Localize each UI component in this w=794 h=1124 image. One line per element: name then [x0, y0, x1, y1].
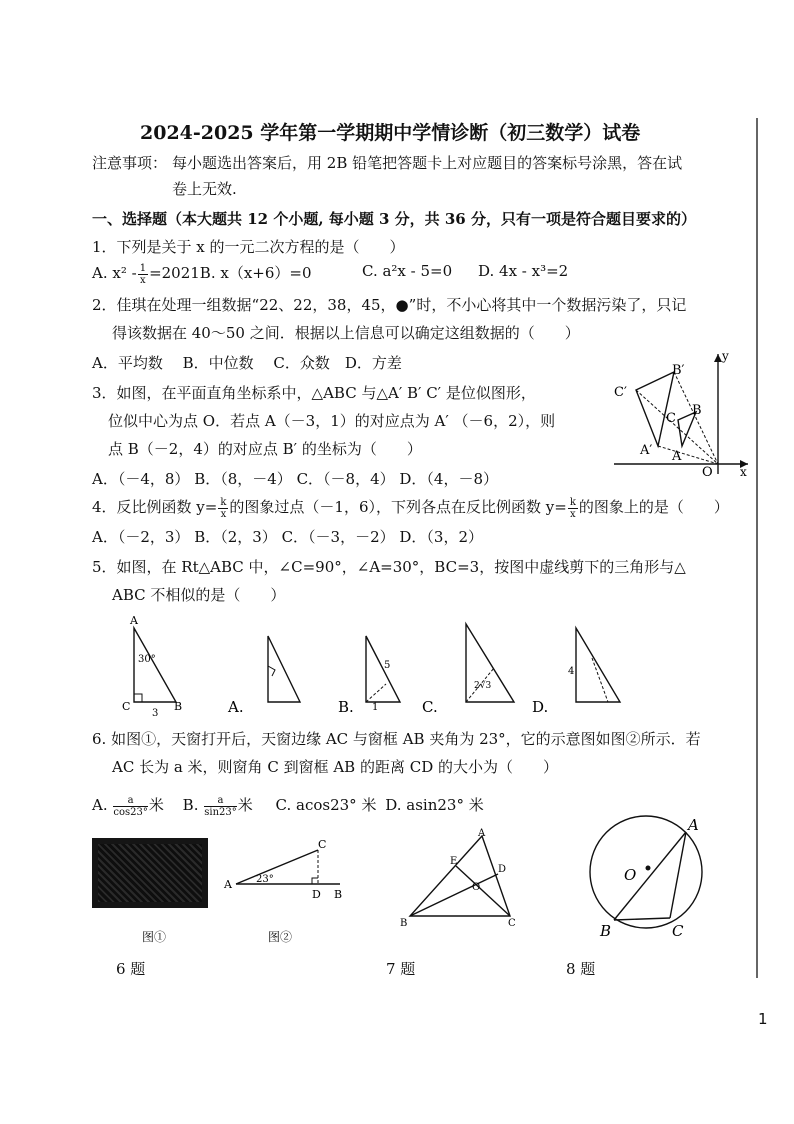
q6-option-b-label: B.	[182, 796, 199, 814]
fig8-label-b: B	[600, 922, 612, 940]
figure-8-diagram	[580, 812, 720, 942]
q6-option-d: D. asin23° 米	[385, 796, 484, 814]
question-1-option-c: C. a²x - 5=0	[362, 262, 453, 280]
triangle-prime	[636, 372, 674, 446]
fig7-label-e: E	[450, 856, 458, 867]
label-a-prime: A′	[640, 443, 653, 458]
fig8-label-c: C	[672, 922, 684, 940]
figure-1-caption: 图①	[142, 930, 167, 944]
fig8-label-a: A	[688, 816, 699, 834]
notice-line-1: 每小题选出答案后，用 2B 铅笔把答题卡上对应题目的答案标号涂黑，答在试	[172, 154, 683, 172]
q4-frac2-den: x	[570, 508, 576, 520]
margin-rule	[756, 118, 758, 978]
label-b-prime: B′	[672, 363, 685, 378]
q5-label-bc: 3	[152, 708, 159, 719]
label-a: A	[672, 449, 682, 464]
page-title: 2024-2025 学年第一学期期中学情诊断（初三数学）试卷	[140, 122, 641, 144]
fig7-label-o: O	[472, 882, 481, 893]
q4-frac1-den: x	[220, 508, 227, 520]
figure-label-8: 8 题	[566, 960, 596, 978]
q6-option-b-fraction	[204, 795, 237, 818]
q4-post: 的图象上的是（ ）	[578, 498, 729, 516]
label-b: B	[692, 403, 702, 418]
q5-main-triangle	[134, 628, 176, 702]
question-1-option-ab	[92, 262, 312, 286]
question-2-line-1: 2．佳琪在处理一组数据“22、22，38，45，●”时，不小心将其中一个数据污染了，只记	[92, 296, 687, 314]
figure-2-caption: 图②	[268, 930, 293, 944]
figure-2-diagram	[222, 836, 354, 902]
question-4-stem	[92, 496, 729, 520]
figure-7-diagram	[394, 828, 526, 930]
q6-a-unit: 米	[148, 796, 164, 814]
fig8-label-o: O	[624, 866, 637, 884]
q5-option-a-label: A.	[228, 698, 244, 716]
q1-option-a-pre: A. x² -	[92, 264, 137, 282]
skylight-photo	[92, 838, 208, 908]
q5-option-c-label: C.	[422, 698, 438, 716]
question-5-line-2: ABC 不相似的是（ ）	[112, 586, 286, 604]
q4-frac2-num: k	[569, 496, 576, 508]
q5-label-angle: 30°	[138, 654, 156, 665]
q5-label-a: A	[130, 614, 138, 627]
q5-label-b: B	[174, 700, 183, 713]
q5-label-4: 4	[568, 666, 575, 677]
q5-label-2r3: 2√3	[474, 681, 492, 691]
fig7-label-b: B	[400, 918, 408, 929]
fig2-label-angle: 23°	[256, 874, 274, 885]
figure-label-7: 7 题	[386, 960, 416, 978]
figure-label-6: 6 题	[116, 960, 146, 978]
q1-fraction	[138, 263, 148, 286]
question-6-options	[92, 794, 484, 818]
fig7-label-d: D	[498, 864, 507, 875]
q5-option-b-triangle	[366, 636, 400, 702]
fig7-label-c: C	[508, 918, 516, 929]
q5-option-d-label: D.	[532, 698, 549, 716]
q6-option-c: C. acos23° 米	[275, 796, 377, 814]
question-5-figures	[110, 610, 650, 720]
q5-label-c: C	[122, 700, 131, 713]
question-4-options: A．（－2，3） B．（2，3） C．（－3，－2） D．（3，2）	[92, 528, 484, 546]
question-6-line-1: 6. 如图①，天窗打开后，天窗边缘 AC 与窗框 AB 夹角为 23°，它的示意图如图②所示．若	[92, 730, 701, 748]
q6-b-den: sin23°	[204, 806, 237, 818]
q4-fraction-1	[218, 497, 228, 520]
q5-label-5: 5	[384, 660, 391, 671]
q1-frac-num: 1	[139, 262, 147, 274]
q1-frac-den: x	[140, 274, 146, 286]
q5-label-1: 1	[372, 702, 379, 713]
section-heading: 一、选择题（本大题共 12 个小题, 每小题 3 分，共 36 分，只有一项是符合题目要求的）	[92, 210, 696, 228]
q4-pre: 4．反比例函数 y=	[92, 498, 218, 516]
label-origin: O	[702, 465, 713, 478]
q5-option-b-label: B.	[338, 698, 354, 716]
question-3-line-3: 点 B（－2，4）的对应点 B′ 的坐标为（ ）	[108, 440, 422, 458]
q6-b-num: a	[204, 795, 237, 807]
question-1-option-d: D. 4x - x³=2	[478, 262, 569, 280]
fig2-label-c: C	[318, 838, 327, 851]
q1-option-a-post: =2021B. x（x+6）=0	[149, 264, 312, 282]
label-x: x	[740, 465, 747, 478]
question-3-options: A．（－4，8） B．（8，－4） C．（－8，4） D．（4，－8）	[92, 470, 499, 488]
q6-b-unit: 米	[237, 796, 253, 814]
fig2-label-d: D	[312, 888, 321, 901]
question-1-stem: 1．下列是关于 x 的一元二次方程的是（ ）	[92, 238, 405, 256]
label-y: y	[722, 350, 729, 363]
question-3-line-2: 位似中心为点 O．若点 A（－3，1）的对应点为 A′ （－6，2），则	[108, 412, 556, 430]
q6-a-den: cos23°	[113, 806, 148, 818]
question-6-line-2: AC 长为 a 米，则窗角 C 到窗框 AB 的距离 CD 的大小为（ ）	[112, 758, 559, 776]
label-c: C	[666, 411, 676, 426]
question-2-options: A．平均数 B．中位数 C．众数 D．方差	[92, 354, 402, 372]
q5-option-d-triangle	[576, 628, 620, 702]
q4-fraction-2	[568, 497, 578, 520]
question-2-line-2: 得该数据在 40～50 之间．根据以上信息可以确定这组数据的（ ）	[112, 324, 580, 342]
q6-option-a-label: A.	[92, 796, 108, 814]
page-number: 1	[758, 1010, 768, 1028]
fig2-label-a: A	[224, 878, 232, 891]
q6-a-num: a	[113, 795, 147, 807]
question-3-figure	[606, 350, 754, 478]
y-axis-arrow	[714, 354, 722, 362]
question-5-line-1: 5．如图，在 Rt△ABC 中，∠C=90°，∠A=30°，BC=3，按图中虚线剪下的三角形与△	[92, 558, 686, 576]
label-c-prime: C′	[614, 385, 627, 400]
notice-label: 注意事项：	[92, 154, 168, 172]
fig2-label-b: B	[334, 888, 343, 901]
q4-mid: 的图象过点（－1，6），下列各点在反比例函数 y=	[229, 498, 567, 516]
notice-line-2: 卷上无效.	[172, 180, 237, 198]
q4-frac1-num: k	[220, 496, 227, 508]
fig7-label-a: A	[478, 828, 486, 839]
question-3-line-1: 3．如图，在平面直角坐标系中，△ABC 与△A′ B′ C′ 是位似图形，	[92, 384, 536, 402]
q6-option-a-fraction	[113, 795, 147, 818]
